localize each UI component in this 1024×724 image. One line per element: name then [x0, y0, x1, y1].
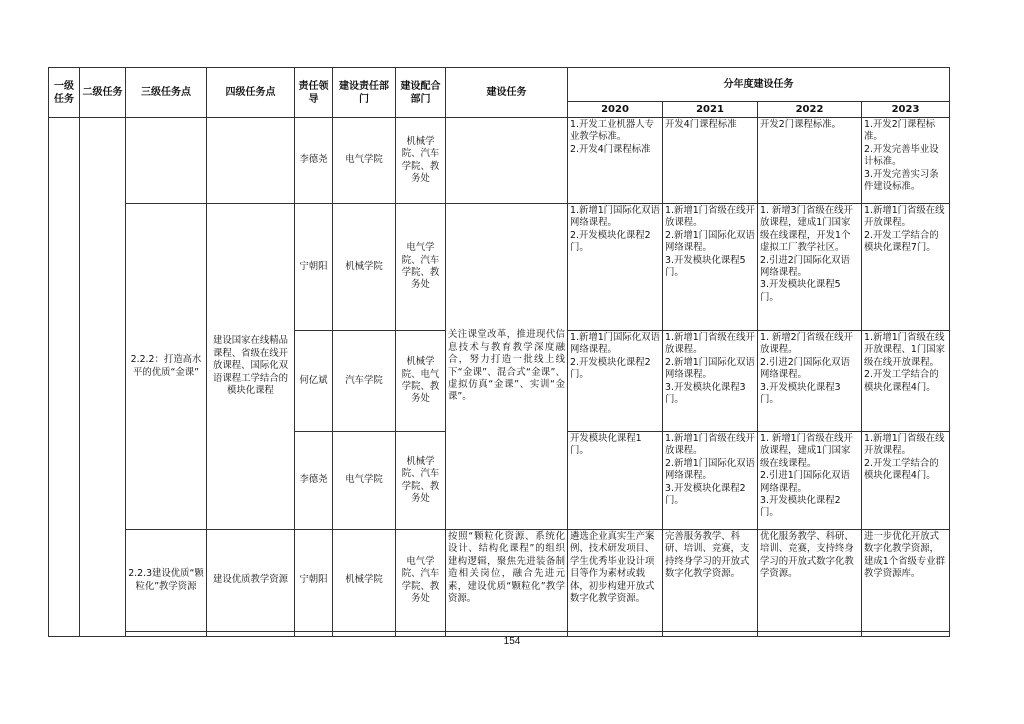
header-year-2021: 2021	[663, 102, 758, 118]
dept-cell: 电气学院	[333, 118, 396, 204]
dept-cell: 汽车学院	[333, 331, 396, 432]
coop-cell: 机械学院、电气学院、教务处	[396, 331, 446, 432]
level2-cell	[80, 118, 126, 637]
year-2021-cell: 1.新增1门省级在线开放课程。 2.新增1门国际化双语网络课程。 3.开发模块化课程5门。	[663, 204, 758, 331]
year-2023-cell: 1.新增1门省级在线开放课程、1门国家级在线开放课程。 2.开发工学结合的模块化课程4门。	[862, 331, 950, 432]
year-2022-cell: 1. 新增1门省级在线开放课程，建成1门国家级在线课程。 2.引进1门国际化双语网络课程。 3.开发模块化课程2门。	[758, 432, 862, 530]
header-year-2020: 2020	[568, 102, 663, 118]
header-level1: 一级任务	[49, 68, 80, 118]
page-number: 154	[503, 636, 521, 647]
year-2023-cell: 1.新增1门省级在线开放课程。 2.开发工学结合的模块化课程7门。	[862, 204, 950, 331]
task-cell: 按照“颗粒化资源、系统化设计、结构化课程”的组织建构逻辑，聚焦先进装备制造相关岗位，融合先进元素，建设优质“颗粒化”教学资源。	[446, 530, 568, 632]
table-row	[49, 530, 950, 632]
header-year-2023: 2023	[862, 102, 950, 118]
year-2022-cell: 1. 新增2门省级在线开放课程。 2.引进2门国际化双语网络课程。 3.开发模块化课程3门。	[758, 331, 862, 432]
coop-cell: 电气学院、汽车学院、教务处	[396, 204, 446, 331]
level3-cell: 2.2.2：打造高水平的优质“金课”	[126, 204, 207, 530]
table-row	[49, 118, 950, 204]
year-2020-cell: 遴选企业真实生产案例、技术研发项目、学生优秀毕业设计项目等作为素材或载体，初步构建开放式数字化教学资源。	[568, 530, 663, 632]
year-2022-cell: 优化服务教学、科研、培训、竞赛，支持终身学习的开放式数字化教学资源。	[758, 530, 862, 632]
coop-cell: 机械学院、汽车学院、教务处	[396, 432, 446, 530]
header-level3: 三级任务点	[126, 68, 207, 118]
header-level4: 四级任务点	[207, 68, 295, 118]
header-leader: 责任领导	[295, 68, 333, 118]
task-cell: 关注课堂改革，推进现代信息技术与教育教学深度融合，努力打造一批线上线下“金课”、混合式“金课”、虚拟仿真“金课”、实训“金课”。	[446, 204, 568, 530]
year-2023-cell: 1.新增1门省级在线开放课程。 2.开发工学结合的模块化课程4门。	[862, 432, 950, 530]
year-2021-cell: 1.新增1门省级在线开放课程。 2.新增1门国际化双语网络课程。 3.开发模块化课程3门。	[663, 331, 758, 432]
dept-cell: 机械学院	[333, 530, 396, 632]
level4-cell: 建设国家在线精品课程、省级在线开放课程、国际化双语课程工学结合的模块化课程	[207, 204, 295, 530]
dept-cell: 机械学院	[333, 204, 396, 331]
year-2022-cell: 开发2门课程标准。	[758, 118, 862, 204]
coop-cell: 电气学院、汽车学院、教务处	[396, 530, 446, 632]
year-2022-cell: 1. 新增3门省级在线开放课程，建成1门国家级在线课程，开发1个虚拟工厂教学社区。 2.引进2门国际化双语网络课程。 3.开发模块化课程5门。	[758, 204, 862, 331]
year-2020-cell: 1.新增1门国际化双语网络课程。 2.开发模块化课程2门。	[568, 331, 663, 432]
table-row	[49, 204, 950, 331]
level4-cell: 建设优质教学资源	[207, 530, 295, 632]
year-2021-cell: 开发4门课程标准	[663, 118, 758, 204]
year-2023-cell: 1.开发2门课程标准。 2.开发完善毕业设计标准。 3.开发完善实习条件建设标准。	[862, 118, 950, 204]
level3-cell: 2.2.3建设优质“颗粒化”教学资源	[126, 530, 207, 632]
header-row	[49, 68, 950, 102]
level4-cell	[207, 118, 295, 204]
dept-cell: 电气学院	[333, 432, 396, 530]
header-year-2022: 2022	[758, 102, 862, 118]
leader-cell: 李德尧	[295, 118, 333, 204]
header-dept: 建设责任部门	[333, 68, 396, 118]
year-2020-cell: 1.新增1门国际化双语网络课程。 2.开发模块化课程2门。	[568, 204, 663, 331]
year-2020-cell: 1.开发工业机器人专业教学标准。 2.开发4门课程标准	[568, 118, 663, 204]
header-task: 建设任务	[446, 68, 568, 118]
coop-cell: 机械学院、汽车学院、教务处	[396, 118, 446, 204]
year-2020-cell: 开发模块化课程1门。	[568, 432, 663, 530]
year-2023-cell: 进一步优化开放式数字化教学资源，建成1个省级专业群教学资源库。	[862, 530, 950, 632]
leader-cell: 宁朝阳	[295, 204, 333, 331]
header-level2: 二级任务	[80, 68, 126, 118]
construction-task-table	[48, 67, 950, 637]
header-annual: 分年度建设任务	[568, 68, 950, 102]
header-coop: 建设配合部门	[396, 68, 446, 118]
task-cell	[446, 118, 568, 204]
level1-cell	[49, 118, 80, 637]
year-2021-cell: 1.新增1门省级在线开放课程。 2.新增1门国际化双语网络课程。 3.开发模块化课程2门。	[663, 432, 758, 530]
leader-cell: 何亿斌	[295, 331, 333, 432]
leader-cell: 宁朝阳	[295, 530, 333, 632]
level3-cell	[126, 118, 207, 204]
leader-cell: 李德尧	[295, 432, 333, 530]
year-2021-cell: 完善服务教学、科研、培训、竞赛，支持终身学习的开放式数字化教学资源。	[663, 530, 758, 632]
